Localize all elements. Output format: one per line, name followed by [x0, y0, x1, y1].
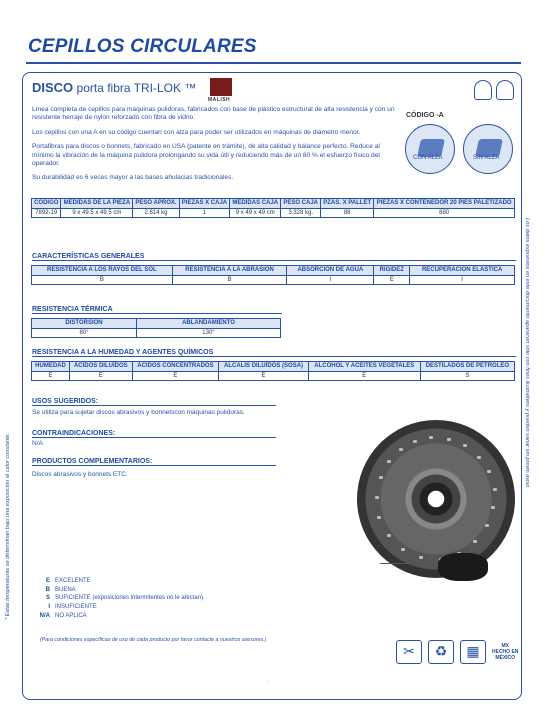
description-p3: Portafibras para discos o bonnets, fabricado en USA (patente en trámite), de alta calidad y balance perfecto. Reduce al mínimo la vibración de la máquina pulidora prolongando su vida útil y reduciendo más de un 80 % el esfuerzo físico del operador.: [32, 143, 380, 168]
without-riser-label: SIN ALZA: [473, 155, 500, 161]
car-cell: I: [287, 276, 374, 285]
legend-row: N/A NO APLICA: [39, 612, 87, 619]
termica-cell: 80°: [32, 329, 137, 338]
car-header: RESISTENCIA A LOS RAYOS DEL SOL: [32, 266, 173, 276]
contra-title: CONTRAINDICACIONES:: [32, 430, 276, 438]
description-p2: Los cepillos con una A en su código cuentan con alza para poder ser utilizados en máquinas de diámetro menor.: [32, 128, 361, 136]
quim-header: ÁCIDOS DILUÍDOS: [70, 362, 133, 372]
termica-table: [31, 318, 281, 338]
quimicos-title: RESISTENCIA A LA HUMEDAD Y AGENTES QUÍMICOS: [32, 349, 516, 357]
quim-header: ALCALIS DILUÍDOS (SOSA): [219, 362, 309, 372]
car-header: ABSORCIÓN DE AGUA: [287, 266, 374, 276]
product-description: [32, 106, 397, 189]
spec-header: MEDIDAS CAJA: [230, 199, 281, 209]
legend-row: E EXCELENTE: [45, 578, 91, 585]
factory-icon: ▦: [460, 640, 486, 664]
spec-header: PZAS. X PALLET: [321, 199, 374, 209]
complementarios-text: Discos abrasivos y bonnets ETC.: [32, 471, 128, 478]
spec-header: CÓDIGO: [32, 199, 61, 209]
car-header: RECUPERACIÓN ELÁSTICA: [410, 266, 515, 276]
car-cell: E: [374, 276, 410, 285]
usos-title: USOS SUGERIDOS:: [32, 398, 276, 406]
person-icons: [474, 80, 514, 100]
rating-legend: [32, 577, 205, 620]
quim-header: ALCOHOL Y ACEITES VEGETALES: [308, 362, 420, 372]
side-note-left: * Estas temperaturas se determinan bajo una exposición al calor constante.: [5, 432, 11, 620]
bottom-icons: [396, 640, 518, 664]
quimicos-table: [31, 361, 515, 381]
spec-header: PIEZAS X CAJA: [179, 199, 230, 209]
product-name-bold: DISCO: [32, 80, 74, 95]
description-p1: Línea completa de cepillos para máquinas pulidoras, fabricados con base de plástico estructural de alta resistencia y con un resistente herraje de nylon reforzado con fibra de vidrio.: [32, 106, 395, 122]
complementarios-title: PRODUCTOS COMPLEMENTARIOS:: [32, 458, 276, 466]
brand-logo: [210, 78, 232, 96]
termica-header: ABLANDAMIENTO: [137, 319, 281, 329]
made-in-mexico-badge: MX HECHO EN MÉXICO: [492, 643, 519, 661]
termica-cell: 130°: [137, 329, 281, 338]
usos-text: Se utiliza para sujetar discos abrasivos y bonnetscon máquinas pulidoras.: [32, 409, 245, 416]
brand-logo-text: MALISH: [208, 97, 231, 103]
spec-header: PESO APROX.: [133, 199, 179, 209]
page-title: CEPILLOS CIRCULARES: [28, 36, 257, 57]
footer-dot: .: [268, 678, 270, 684]
quim-cell: S: [420, 372, 514, 381]
spec-cell: 88: [321, 209, 374, 218]
without-riser-icon: [463, 124, 513, 174]
mounting-bracket-image: [380, 563, 440, 593]
spec-cell: 9 x 49.5 x 49.5 cm: [61, 209, 133, 218]
quim-cell: E: [308, 372, 420, 381]
quim-cell: E: [32, 372, 70, 381]
description-p4: Su durabilidad es 6 veces mayor a las bases ahulacias tradicionales.: [32, 174, 234, 182]
spec-header: PESO CAJA: [281, 199, 321, 209]
product-name-rest: porta fibra TRI-LOK ™: [76, 81, 197, 95]
car-cell: B: [172, 276, 287, 285]
termica-title: RESISTENCIA TÉRMICA: [32, 306, 282, 314]
quim-cell: E: [132, 372, 219, 381]
spec-table: [31, 198, 515, 218]
legend-row: I INSUFICIENTE: [48, 604, 97, 611]
spec-cell: 7892-19: [32, 209, 61, 218]
recycle-icon: ♻: [428, 640, 454, 664]
termica-header: DISTORSIÓN: [32, 319, 137, 329]
with-riser-label: CON ALZA: [413, 155, 443, 161]
operator-icon: [496, 80, 514, 100]
spec-cell: 2.614 kg: [133, 209, 179, 218]
title-rule: [26, 62, 521, 64]
quim-cell: E: [70, 372, 133, 381]
quim-cell: E: [219, 372, 309, 381]
quim-header: HUMEDAD: [32, 362, 70, 372]
spec-cell: 9 x 49 x 49 cm: [230, 209, 281, 218]
spec-cell: 1: [179, 209, 230, 218]
with-riser-icon: [405, 124, 455, 174]
quim-header: ÁCIDOS CONCENTRADOS: [132, 362, 219, 372]
caracteristicas-title: CARACTERÍSTICAS GENERALES: [32, 253, 516, 261]
spec-cell: 880: [374, 209, 515, 218]
car-cell: B: [32, 276, 173, 285]
caracteristicas-table: [31, 265, 515, 285]
car-header: RIGIDEZ: [374, 266, 410, 276]
legend-row: S SUFICIENTE (exposiciones intermitentes no le afectan).: [45, 595, 205, 602]
cleaning-worker-icon: ✂: [396, 640, 422, 664]
quim-header: DESTILADOS DE PETRÓLEO: [420, 362, 514, 372]
legend-note: (Para condiciones específicas de uso de cada producto por favor contacte a nuestros asesores.): [40, 637, 267, 643]
car-cell: I: [410, 276, 515, 285]
car-header: RESISTENCIA A LA ABRASIÓN: [172, 266, 287, 276]
spec-header: MEDIDAS DE LA PIEZA: [61, 199, 133, 209]
side-note-right: Los datos expuestos en este documento aparecen sólo con fines ilustrativos y pueden variar sin previo aviso.: [524, 218, 530, 489]
mounting-hub-image: [438, 553, 488, 581]
worker-icon: [474, 80, 492, 100]
contra-text: N/A: [32, 440, 43, 447]
product-heading: [32, 80, 196, 95]
spec-cell: 3.328 kg.: [281, 209, 321, 218]
product-disc-image: [357, 420, 515, 578]
legend-row: B BUENA: [45, 586, 76, 593]
spec-header: PIEZAS X CONTENEDOR 20 PIES PALETIZADO: [374, 199, 515, 209]
codigo-title: CÓDIGO -A: [406, 112, 444, 119]
